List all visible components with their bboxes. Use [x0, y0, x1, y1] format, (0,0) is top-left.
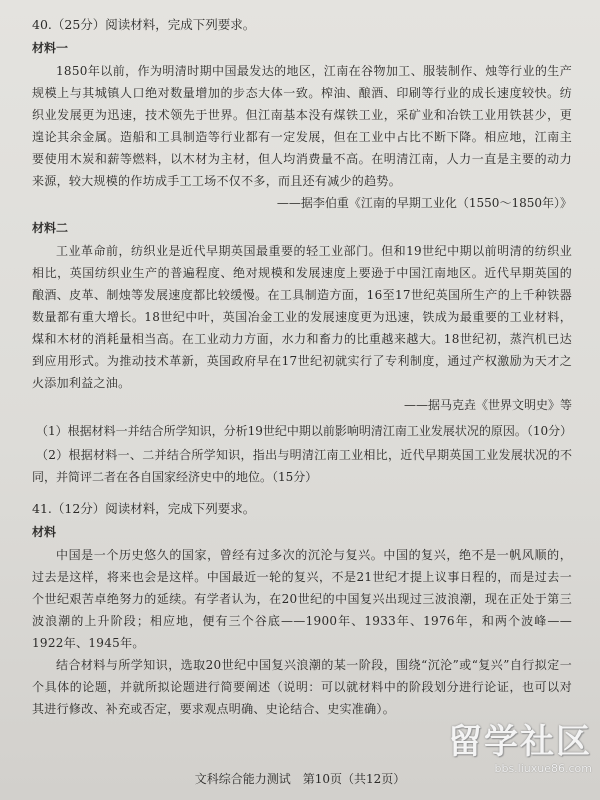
- material-41-text: 中国是一个历史悠久的国家，曾经有过多次的沉沦与复兴。中国的复兴，绝不是一帆风顺的，过去是这样，将来也会是这样。中国最近一轮的复兴，不是21世纪才提上议事日程的，而是过去一个世纪艰苦卓绝努力的延续。有学者认为，在20世纪的中国复兴出现过三波浪潮，现在正处于第三波浪潮的上升阶段；相应地，便有三个谷底——1900年、1933年、1976年，和两个波峰——1922年、1945年。: [32, 548, 572, 650]
- watermark-name: 留学社区: [448, 722, 592, 762]
- question-41-heading: 41.（12分）阅读材料，完成下列要求。: [32, 501, 256, 516]
- material-2-text: 工业革命前，纺织业是近代早期英国最重要的轻工业部门。但和19世纪中期以前明清的纺织业相比，英国纺织业生产的普遍程度、绝对规模和发展速度上要逊于中国江南地区。近代早期英国的酿酒、皮革、制烛等发展速度都比较缓慢。在工具制造方面，16至17世纪英国所生产的上千种铁器数量都有重大增长。18世纪中叶，英国冶金工业的发展速度更为迅速，铁成为最重要的工业材料，煤和木材的消耗量相当高。在工业动力方面，水力和畜力的比重越来越大。18世纪初，蒸汽机已达到应用形式。为推动技术革新，英国政府早在17世纪初就实行了专利制度，通过产权激励为天才之火添加利益之油。: [32, 244, 572, 390]
- question-41-task: 结合材料与所学知识，选取20世纪中国复兴浪潮的某一阶段，围绕“沉沦”或“复兴”自行拟定一个具体的论题，并就所拟论题进行简要阐述（说明：可以就材料中的阶段划分进行论证，也可以对其进行修改、补充或否定，要求观点明确、史论结合、史实准确）。: [32, 658, 572, 716]
- material-41-title: 材料: [32, 525, 57, 539]
- material-2-source: ——据马克垚《世界文明史》等: [403, 398, 572, 412]
- material-1-text: 1850年以前，作为明清时期中国最发达的地区，江南在谷物加工、服装制作、烛等行业的生产规模上与其城镇人口绝对数量增加的步态大体一致。榨油、酿酒、印刷等行业的成长速度较快。纺织业发展更为迅速，技术领先于世界。但江南基本没有煤铁工业，采矿业和冶铁工业用铁甚少，更遑论其余金属。造船和工具制造等行业都有一定发展，但在工业中占比不断下降。相应地，江南主要使用木炭和薪等燃料，以木材为主材，但人均消费量不高。在明清江南，人力一直是主要的动力来源，较大规模的作坊成手工工场不仅不多，而且还有减少的趋势。: [32, 64, 572, 188]
- material-2-title: 材料二: [32, 221, 69, 235]
- question-40-sub-1: （1）根据材料一并结合所学知识，分析19世纪中期以前影响明清江南工业发展状况的原因。（10分）: [36, 424, 573, 438]
- watermark-url: bbs.liuxue86.com: [494, 762, 592, 775]
- question-40-heading: 40.（25分）阅读材料，完成下列要求。: [32, 17, 256, 32]
- material-1-title: 材料一: [32, 41, 69, 55]
- spacer: [32, 488, 572, 498]
- watermark-logo: [442, 722, 592, 776]
- page-footer: 文科综合能力测试 第10页（共12页）: [194, 772, 406, 786]
- exam-content: [32, 14, 572, 720]
- question-40-sub-2: （2）根据材料一、二并结合所学知识，指出与明清江南工业相比，近代早期英国工业发展状况的不同，并简评二者在各自国家经济史中的地位。（15分）: [32, 448, 572, 484]
- material-1-source: ——据李伯重《江南的早期工业化（1550～1850年）》: [276, 196, 572, 210]
